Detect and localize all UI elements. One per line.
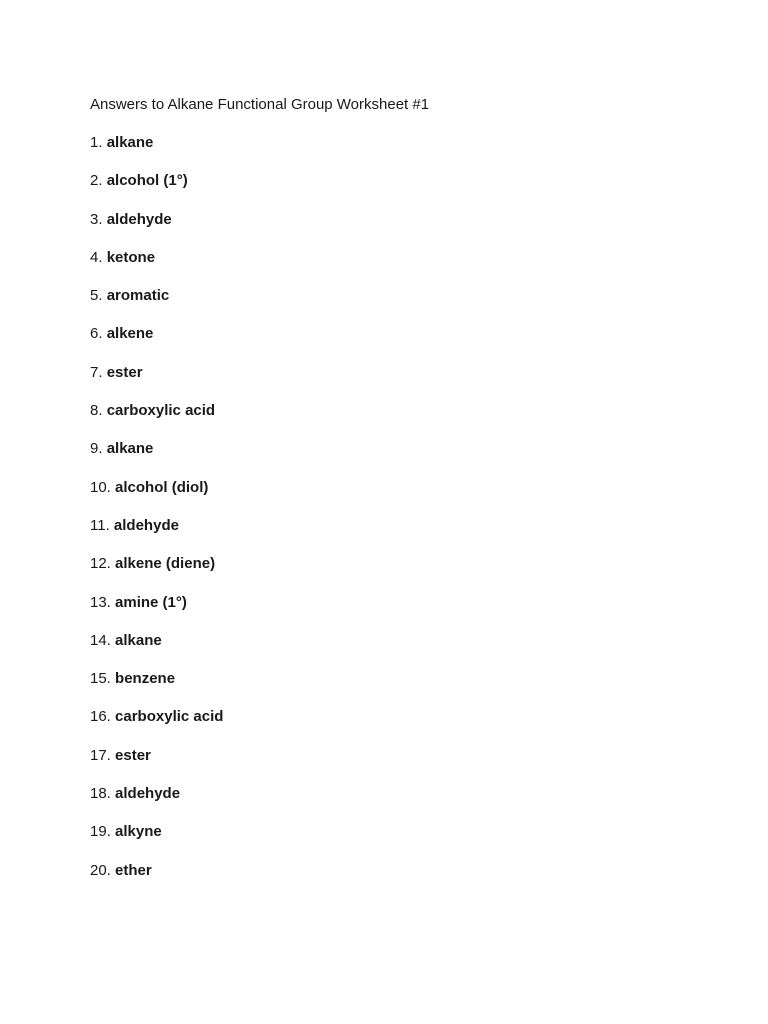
answer-text: alcohol (diol) <box>115 478 209 496</box>
answer-item-11 <box>90 516 223 554</box>
answer-number: 17. <box>90 746 111 764</box>
answer-number: 19. <box>90 823 111 841</box>
answer-item-16 <box>90 707 223 745</box>
answer-text: carboxylic acid <box>106 402 216 420</box>
answer-number: 1. <box>90 134 103 151</box>
answer-text: alkane <box>106 440 154 458</box>
answer-number: 7. <box>90 363 103 381</box>
answer-item-2 <box>90 171 223 209</box>
answer-number: 11. <box>90 516 110 534</box>
answer-item-14 <box>90 631 223 669</box>
answer-text: carboxylic acid <box>115 708 224 726</box>
answer-number: 8. <box>90 402 103 420</box>
page-title: Answers to Alkane Functional Group Worksheet #1 <box>90 96 430 113</box>
answer-item-3 <box>90 210 223 248</box>
answer-text: aldehyde <box>106 210 172 228</box>
answer-text: aldehyde <box>113 516 179 534</box>
answer-number: 18. <box>90 785 111 803</box>
answer-text: ether <box>115 861 152 879</box>
answer-item-8 <box>90 401 223 439</box>
answer-text: alkyne <box>115 823 162 841</box>
answer-number: 14. <box>90 631 111 649</box>
answer-item-12 <box>90 554 223 592</box>
answer-text: ketone <box>106 248 156 266</box>
answer-list <box>90 133 223 899</box>
answer-item-5 <box>90 286 223 324</box>
answer-number: 6. <box>90 325 103 343</box>
answer-number: 9. <box>90 440 103 458</box>
answer-text: aromatic <box>106 287 170 305</box>
answer-item-13 <box>90 593 223 631</box>
answer-item-4 <box>90 248 223 286</box>
answer-number: 15. <box>90 670 111 688</box>
answer-number: 16. <box>90 708 111 726</box>
answer-number: 13. <box>90 593 111 611</box>
answer-item-19 <box>90 822 223 860</box>
answer-item-7 <box>90 363 223 401</box>
answer-number: 5. <box>90 287 103 305</box>
answer-item-6 <box>90 324 223 362</box>
answer-item-15 <box>90 669 223 707</box>
answer-item-18 <box>90 784 223 822</box>
answer-number: 20. <box>90 861 111 879</box>
answer-text: alkane <box>106 134 154 151</box>
answer-number: 10. <box>90 478 111 496</box>
answer-item-17 <box>90 746 223 784</box>
answer-item-1 <box>90 133 223 171</box>
answer-text: ester <box>115 746 151 764</box>
answer-text: benzene <box>115 670 176 688</box>
answer-item-10 <box>90 478 223 516</box>
answer-number: 4. <box>90 248 103 266</box>
answer-number: 3. <box>90 210 103 228</box>
answer-text: aldehyde <box>115 785 181 803</box>
answer-item-9 <box>90 439 223 477</box>
answer-text: alkene (diene) <box>115 555 216 573</box>
answer-text: alkane <box>115 631 162 649</box>
answer-text: ester <box>106 363 143 381</box>
answer-text: alkene <box>106 325 154 343</box>
answer-text: alcohol (1°) <box>106 172 188 190</box>
answer-item-20 <box>90 861 223 899</box>
answer-number: 2. <box>90 172 103 190</box>
answer-number: 12. <box>90 555 111 573</box>
answer-text: amine (1°) <box>115 593 187 611</box>
